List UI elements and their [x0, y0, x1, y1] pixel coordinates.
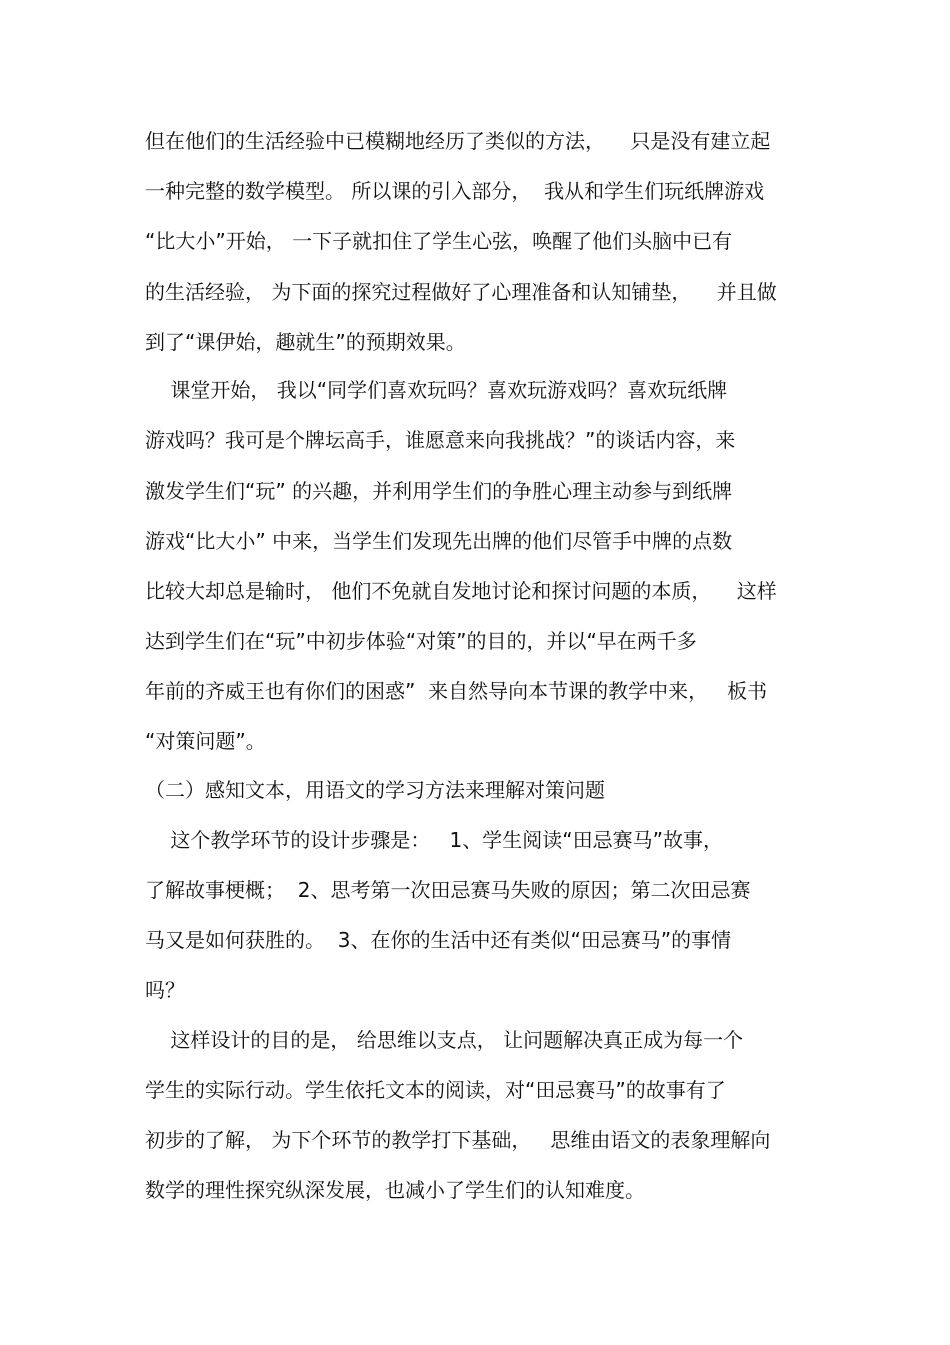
text-line: 激发学生们“玩” 的兴趣，并利用学生们的争胜心理主动参与到纸牌: [145, 479, 733, 503]
text-line: 比较大却总是输时， 他们不免就自发地讨论和探讨问题的本质， 这样: [145, 579, 777, 603]
text-line: 这样设计的目的是， 给思维以支点， 让问题解决真正成为每一个: [145, 1028, 744, 1052]
text-line: “对策问题”。: [145, 729, 266, 753]
text-line: 这个教学环节的设计步骤是： 1、学生阅读“田忌赛马”故事，: [145, 828, 723, 852]
text-line: 课堂开始， 我以“同学们喜欢玩吗？喜欢玩游戏吗？喜欢玩纸牌: [145, 378, 728, 402]
text-line: 游戏吗？我可是个牌坛高手，谁愿意来向我挑战？”的谈话内容，来: [145, 428, 736, 452]
text-line: 到了“课伊始，趣就生”的预期效果。: [145, 330, 466, 354]
text-line: 但在他们的生活经验中已模糊地经历了类似的方法， 只是没有建立起: [145, 129, 771, 153]
text-line: 学生的实际行动。学生依托文本的阅读，对“田忌赛马”的故事有了: [145, 1078, 726, 1102]
text-line: 一种完整的数学模型。 所以课的引入部分， 我从和学生们玩纸牌游戏: [145, 179, 765, 203]
text-line: 了解故事梗概； 2、思考第一次田忌赛马失败的原因；第二次田忌赛: [145, 878, 751, 902]
text-line: 游戏“比大小” 中来，当学生们发现先出牌的他们尽管手中牌的点数: [145, 529, 733, 553]
section-heading: （二）感知文本，用语文的学习方法来理解对策问题: [145, 778, 605, 802]
text-line: 的生活经验， 为下面的探究过程做好了心理准备和认知铺垫， 并且做: [145, 280, 777, 304]
text-line: 数学的理性探究纵深发展，也减小了学生们的认知难度。: [145, 1178, 645, 1202]
text-line: 吗？: [145, 978, 185, 1002]
text-line: 初步的了解， 为下个环节的教学打下基础， 思维由语文的表象理解向: [145, 1128, 771, 1152]
text-line: “比大小”开始， 一下子就扣住了学生心弦，唤醒了他们头脑中已有: [145, 229, 733, 253]
text-line: 达到学生们在“玩”中初步体验“对策”的目的，并以“早在两千多: [145, 629, 697, 653]
text-line: 年前的齐威王也有你们的困惑” 来自然导向本节课的教学中来， 板书: [145, 679, 768, 703]
text-line: 马又是如何获胜的。 3、在你的生活中还有类似“田忌赛马”的事情: [145, 928, 732, 952]
